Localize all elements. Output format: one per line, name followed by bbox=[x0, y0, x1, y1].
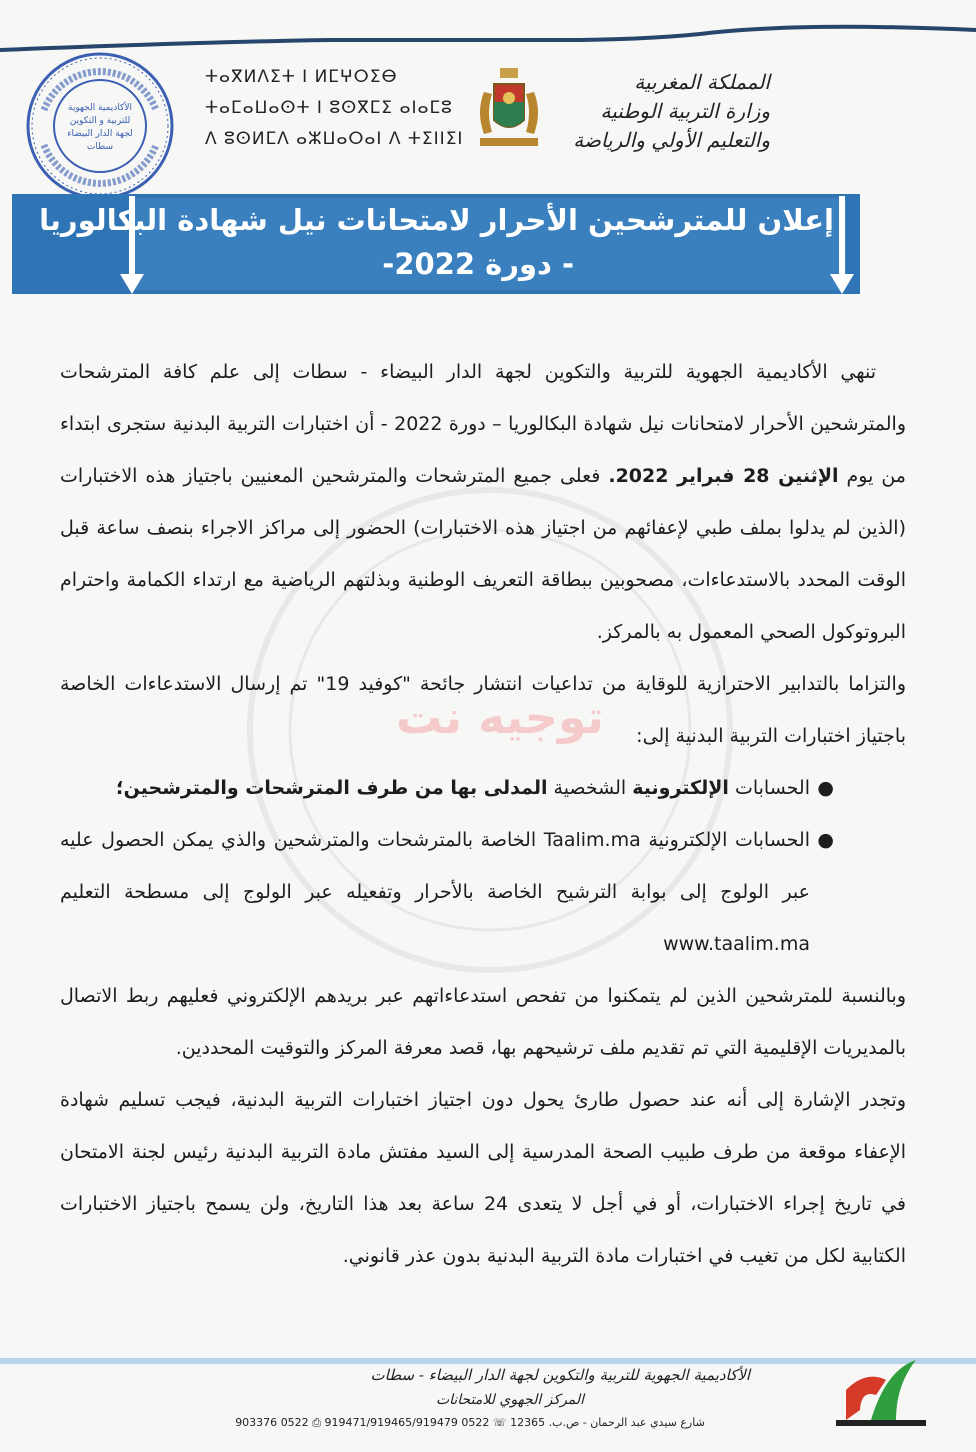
list-item bbox=[60, 762, 906, 814]
taalim-url-link[interactable]: www.taalim.ma bbox=[663, 933, 810, 955]
tifinagh-header bbox=[205, 62, 464, 155]
bullet1-text-1: الحسابات bbox=[734, 777, 810, 799]
bullet-icon: ● bbox=[817, 829, 834, 851]
tifinagh-line-1: ⵜⴰⴳⵍⴷⵉⵜ ⵏ ⵍⵎⵖⵔⵉⴱ bbox=[205, 67, 398, 87]
footer-contact-info: شارع سيدي عبد الرحمان - ص.ب. 12365 ☏ 0522 919471/919465/919479 ⎙ 0522 903376 bbox=[235, 1416, 705, 1429]
announcement-body bbox=[60, 346, 906, 1282]
coat-of-arms-emblem bbox=[470, 62, 548, 152]
bullet1-text-2: الشخصية bbox=[553, 777, 627, 799]
paragraph-intro-part-2: فعلى جميع المترشحات والمترشحين المعنيين باجتياز هذه الاختبارات (الذين لم يدلوا بملف طبي لإعفائهم من اجتياز هذه الاختبارات) الحضور إلى مراكز الاجراء بنصف ساعة قبل الوقت المحدد بالاستدعاءات، مصحوبين ببطاقة التعريف الوطنية وبذلتهم الرياضية مع ارتداء الكمامة واحترام البروتوكول الصحي المعمول به بالمركز. bbox=[60, 465, 906, 643]
svg-text:لجهة الدار البيضاء: لجهة الدار البيضاء bbox=[67, 129, 133, 139]
tifinagh-line-3: ⴷ ⵓⵙⵍⵎⴷ ⴰⵣⵡⴰⵔⴰⵏ ⴷ ⵜⵉⵏⵏⵉⵏ bbox=[205, 129, 464, 149]
academy-footer-logo bbox=[826, 1350, 936, 1430]
paragraph-intro bbox=[60, 346, 906, 658]
bullet2-text-2: الخاصة بالمترشحات والمترشحين والذي يمكن الحصول عليه عبر الولوج إلى بوابة الترشيح الخاصة بالأحرار وتفعيله عبر الولوج إلى مسطحة التعليم bbox=[60, 829, 810, 903]
tifinagh-line-2: ⵜⴰⵎⴰⵡⴰⵙⵜ ⵏ ⵓⵙⴳⵎⵉ ⴰⵏⴰⵎⵓ bbox=[205, 98, 453, 118]
announcement-session: - دورة 2022- bbox=[382, 247, 574, 281]
bullet1-bold-1: الإلكترونية bbox=[632, 777, 729, 799]
bullet1-bold-2: المدلى بها من طرف المترشحات والمترشحين؛ bbox=[116, 777, 548, 799]
watermark-text: توجيه نت bbox=[396, 690, 604, 744]
bullet2-text-1: الحسابات الإلكترونية bbox=[648, 829, 810, 851]
ministry-header bbox=[540, 68, 770, 155]
svg-text:سطات: سطات bbox=[86, 142, 114, 152]
svg-text:الأكاديمية الجهوية: الأكاديمية الجهوية bbox=[68, 103, 132, 113]
footer-exam-center: المركز الجهوي للامتحانات bbox=[435, 1392, 585, 1408]
exam-date: الإثنين 28 فبراير 2022. bbox=[608, 465, 839, 487]
announcement-title: إعلان للمترشحين الأحرار لامتحانات نيل شهادة البكالوريا bbox=[39, 203, 834, 237]
paragraph-intro-part-1: تنهي الأكاديمية الجهوية للتربية والتكوين لجهة الدار البيضاء - سطات إلى علم كافة المترشحات والمترشحين الأحرار لامتحانات نيل شهادة البكالوريا – دورة 2022 - أن اختبارات التربية البدنية ستجرى ابتداء من يوم bbox=[60, 361, 906, 487]
ministry-line-3: والتعليم الأولي والرياضة bbox=[573, 128, 770, 152]
footer-academy-name: الأكاديمية الجهوية للتربية والتكوين لجهة الدار البيضاء - سطات bbox=[370, 1366, 750, 1384]
academy-seal-stamp bbox=[24, 50, 176, 202]
summons-channels-list bbox=[60, 762, 906, 970]
paragraph-exemption: وتجدر الإشارة إلى أنه عند حصول طارئ يحول دون اجتياز اختبارات التربية البدنية، فيجب تسليم شهادة الإعفاء موقعة من طرف طبيب الصحة المدرسية إلى السيد مفتش مادة التربية البدنية رئيس لجنة الامتحان في تاريخ إجراء الاختبارات، أو في أجل لا يتعدى 24 ساعة بعد هذا التاريخ، ولن يسمح باجتياز الاختبارات الكتابية لكل من تغيب في اختبارات مادة التربية البدنية بدون عذر قانوني. bbox=[60, 1089, 907, 1267]
svg-text:للتربية و التكوين: للتربية و التكوين bbox=[69, 116, 131, 126]
paragraph-contact: وبالنسبة للمترشحين الذين لم يتمكنوا من تفحص استدعاءاتهم عبر بريدهم الإلكتروني فعليهم ربط الاتصال بالمديريات الإقليمية التي تم تقديم ملف ترشيحهم بها، قصد معرفة المركز والتوقيت المحددين. bbox=[60, 985, 906, 1059]
list-item bbox=[60, 814, 906, 970]
paragraph-covid: والتزاما بالتدابير الاحترازية للوقاية من تداعيات انتشار جائحة "كوفيد 19" تم إرسال الاستدعاءات الخاصة باجتياز اختبارات التربية البدنية إلى: bbox=[60, 673, 906, 747]
ministry-line-2: وزارة التربية الوطنية bbox=[600, 99, 770, 123]
bullet-icon: ● bbox=[817, 777, 834, 799]
taalim-site-name: Taalim.ma bbox=[543, 829, 641, 851]
ministry-line-1: المملكة المغربية bbox=[634, 70, 770, 94]
